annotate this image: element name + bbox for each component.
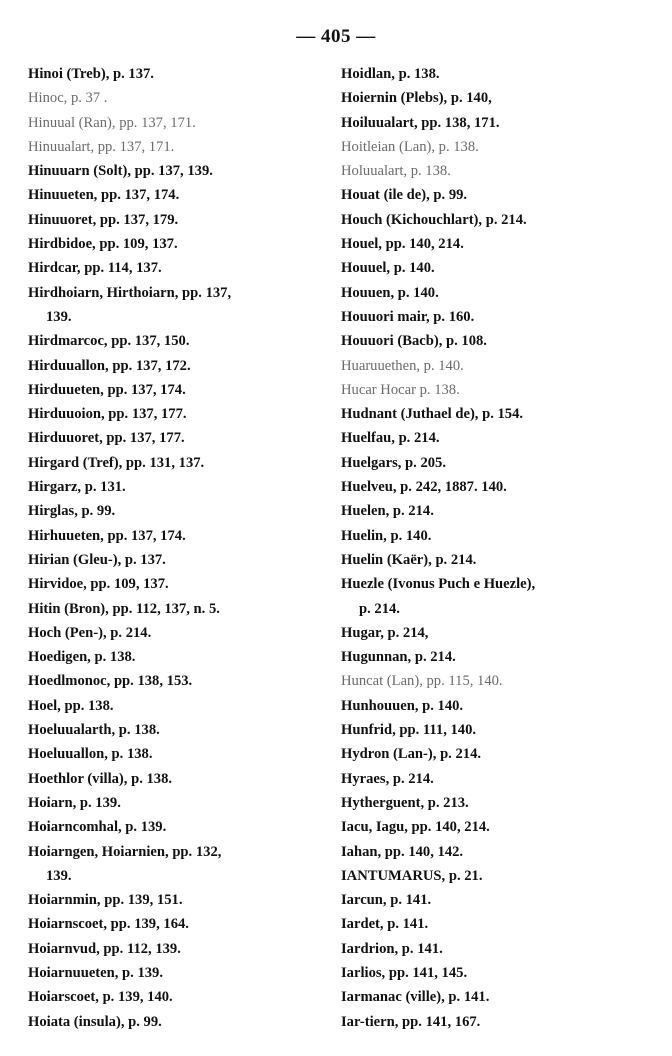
index-entry: Hoidlan, p. 138. bbox=[341, 66, 440, 82]
index-column-left bbox=[28, 62, 318, 1034]
index-entry: Hudnant (Juthael de), p. 154. bbox=[341, 406, 524, 423]
index-entry: Iar-tiern, pp. 141, 167. bbox=[341, 1013, 481, 1030]
index-entry-continuation: p. 214. bbox=[359, 600, 400, 617]
index-entry: Hinuual (Ran), pp. 137, 171. bbox=[28, 114, 196, 131]
index-entry: Hoiarngen, Hoiarnien, pp. 132, bbox=[28, 843, 222, 860]
index-column-right bbox=[341, 62, 661, 1034]
index-entry: Hoiarnuueten, p. 139. bbox=[28, 964, 164, 981]
index-entry: Houat (ile de), p. 99. bbox=[341, 187, 468, 204]
index-entry: Hoiarnscoet, pp. 139, 164. bbox=[28, 916, 189, 933]
index-entry: Hirdcar, pp. 114, 137. bbox=[28, 260, 162, 277]
index-entry: Hirvidoe, pp. 109, 137. bbox=[28, 576, 169, 593]
index-entry: Hoiarscoet, p. 139, 140. bbox=[28, 989, 173, 1006]
index-entry: Iarlios, pp. 141, 145. bbox=[341, 964, 468, 981]
index-entry: Hirdbidoe, pp. 109, 137. bbox=[28, 236, 178, 253]
index-entry: Hoiernin (Plebs), p. 140, bbox=[341, 90, 492, 107]
index-entry: Huelveu, p. 242, 1887. 140. bbox=[341, 479, 507, 496]
index-entry: Hirduuallon, pp. 137, 172. bbox=[28, 357, 191, 374]
index-entry: Hunfrid, pp. 111, 140. bbox=[341, 722, 477, 739]
index-entry: Hirgarz, p. 131. bbox=[28, 479, 126, 496]
index-entry: Holuualart, p. 138. bbox=[341, 163, 451, 180]
index-entry: Hugar, p. 214, bbox=[341, 624, 429, 641]
index-entry: Hirduuoion, pp. 137, 177. bbox=[28, 406, 187, 423]
index-entry: Hinuuarn (Solt), pp. 137, 139. bbox=[28, 163, 213, 180]
index-entry: Hoiarnmin, pp. 139, 151. bbox=[28, 892, 183, 909]
index-entry: Hucar Hocar p. 138. bbox=[341, 381, 460, 398]
index-entry: Hirgard (Tref), pp. 131, 137. bbox=[28, 454, 205, 471]
index-entry: Iahan, pp. 140, 142. bbox=[341, 843, 464, 860]
index-entry: Hoiarnvud, pp. 112, 139. bbox=[28, 940, 181, 957]
index-entry: Iacu, Iagu, pp. 140, 214. bbox=[341, 819, 490, 836]
index-entry: Iarcun, p. 141. bbox=[341, 892, 432, 909]
index-entry: Hoiarncomhal, p. 139. bbox=[28, 819, 167, 836]
index-entry: Huelin (Kaër), p. 214. bbox=[341, 551, 477, 568]
index-entry: Hirdmarcoc, pp. 137, 150. bbox=[28, 333, 190, 350]
index-entry-continuation: 139. bbox=[46, 867, 72, 884]
index-entry: Iardrion, p. 141. bbox=[341, 940, 443, 957]
index-entry: Houuori (Bacb), p. 108. bbox=[341, 333, 487, 350]
index-entry: Houel, pp. 140, 214. bbox=[341, 236, 464, 253]
index-entry: Hinuuoret, pp. 137, 179. bbox=[28, 211, 179, 228]
index-entry: Hoitleian (Lan), p. 138. bbox=[341, 138, 479, 155]
index-entry: Hinuueten, pp. 137, 174. bbox=[28, 187, 180, 204]
index-entry: Houuori mair, p. 160. bbox=[341, 308, 475, 325]
index-entry: Hoedigen, p. 138. bbox=[28, 649, 136, 666]
index-entry: Huelin, p. 140. bbox=[341, 527, 432, 544]
index-entry: Hirhuueten, pp. 137, 174. bbox=[28, 527, 186, 544]
index-entry: Hitin (Bron), pp. 112, 137, n. 5. bbox=[28, 600, 220, 617]
index-entry: Hoeluualarth, p. 138. bbox=[28, 722, 160, 739]
index-entry: Hoeluuallon, p. 138. bbox=[28, 746, 153, 763]
index-entry: Houuel, p. 140. bbox=[341, 260, 435, 277]
index-entry: Hoiata (insula), p. 99. bbox=[28, 1013, 162, 1030]
index-entry: Hinoc, p. 37 . bbox=[28, 90, 108, 107]
index-entry: Huncat (Lan), pp. 115, 140. bbox=[341, 673, 503, 690]
index-entry: Hugunnan, p. 214. bbox=[341, 649, 456, 666]
index-entry: Huelen, p. 214. bbox=[341, 503, 434, 520]
index-entry: Hoch (Pen-), p. 214. bbox=[28, 624, 152, 641]
index-entry: Hirdhoiarn, Hirthoiarn, pp. 137, bbox=[28, 284, 232, 301]
index-entry: Hydron (Lan-), p. 214. bbox=[341, 746, 482, 763]
index-entry: Houch (Kichouchlart), p. 214. bbox=[341, 211, 527, 228]
index-entry: Iardet, p. 141. bbox=[341, 916, 429, 933]
index-entry: Hytherguent, p. 213. bbox=[341, 794, 469, 811]
index-entry: Hinoi (Treb), p. 137. bbox=[28, 66, 154, 82]
index-entry: Hoiarn, p. 139. bbox=[28, 794, 121, 811]
index-entry: Hinuualart, pp. 137, 171. bbox=[28, 138, 175, 155]
index-entry: Hoedlmonoc, pp. 138, 153. bbox=[28, 673, 193, 690]
page-number: — 405 — bbox=[296, 26, 376, 47]
index-entry-continuation: 139. bbox=[46, 308, 72, 325]
index-entry: Hyraes, p. 214. bbox=[341, 770, 434, 787]
index-entry: Huelgars, p. 205. bbox=[341, 454, 446, 471]
index-entry: Hirglas, p. 99. bbox=[28, 503, 116, 520]
index-entry: Hirduuoret, pp. 137, 177. bbox=[28, 430, 185, 447]
index-entry: Huelfau, p. 214. bbox=[341, 430, 440, 447]
index-entry: Hirian (Gleu-), p. 137. bbox=[28, 551, 166, 568]
index-entry: Hunhouuen, p. 140. bbox=[341, 697, 464, 714]
index-entry: IANTUMARUS, p. 21. bbox=[341, 867, 483, 884]
index-entry: Iarmanac (ville), p. 141. bbox=[341, 989, 490, 1006]
index-entry: Huezle (Ivonus Puch e Huezle), bbox=[341, 576, 536, 593]
index-entry: Huaruuethen, p. 140. bbox=[341, 357, 464, 374]
index-entry: Hoiluualart, pp. 138, 171. bbox=[341, 114, 500, 131]
index-entry: Hirduueten, pp. 137, 174. bbox=[28, 381, 186, 398]
index-entry: Houuen, p. 140. bbox=[341, 284, 439, 301]
index-entry: Hoel, pp. 138. bbox=[28, 697, 114, 714]
index-entry: Hoethlor (villa), p. 138. bbox=[28, 770, 173, 787]
